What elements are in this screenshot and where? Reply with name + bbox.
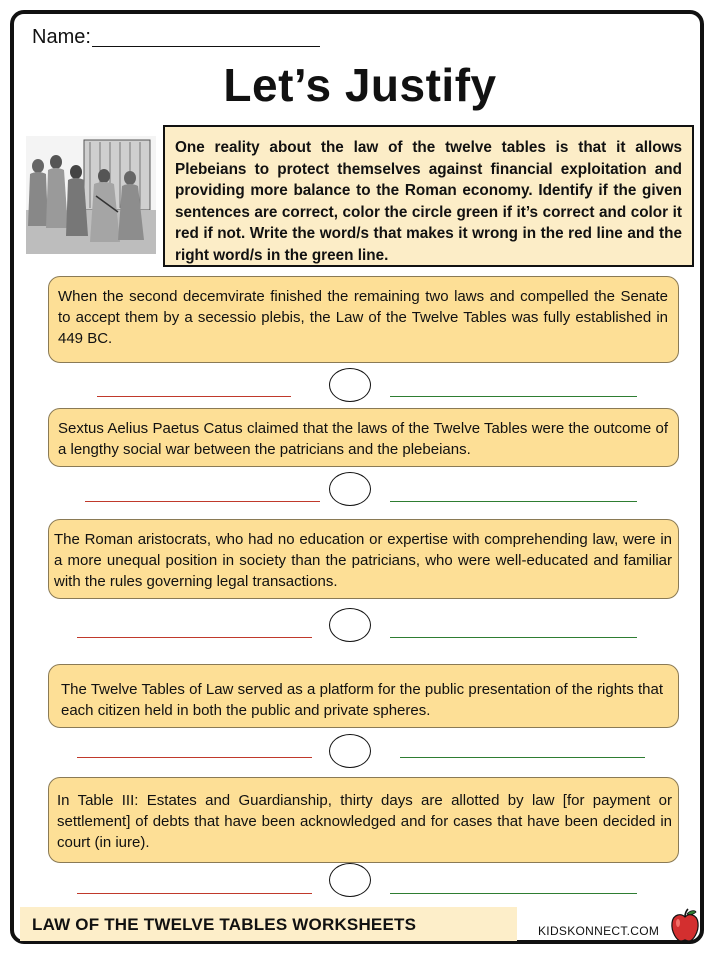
statement-card-4: The Twelve Tables of Law served as a platform for the public presentation of the rights that each citizen held in both the public and private spheres. bbox=[48, 664, 679, 728]
red-answer-line-4[interactable] bbox=[77, 757, 312, 758]
green-answer-line-1[interactable] bbox=[390, 396, 637, 397]
name-label: Name: bbox=[32, 26, 91, 48]
green-answer-line-4[interactable] bbox=[400, 757, 645, 758]
green-answer-line-2[interactable] bbox=[390, 501, 637, 502]
green-answer-line-5[interactable] bbox=[390, 893, 637, 894]
answer-circle-5[interactable] bbox=[329, 863, 371, 897]
instructions-box: One reality about the law of the twelve tables is that it allows Plebeians to protect themselves against financial exploitation and providing more balance to the Roman economy. Identify if the given sentences are correct, color the circle green if it’s correct and color it red if not. Write the word/s that makes it wrong in the red line and the right word/s in the green line. bbox=[163, 125, 694, 267]
answer-circle-1[interactable] bbox=[329, 368, 371, 402]
footer-title: LAW OF THE TWELVE TABLES WORKSHEETS bbox=[32, 915, 417, 934]
statement-card-3: The Roman aristocrats, who had no education or expertise with comprehending law, were in a more unequal position in society than the patricians, who were well-educated and familiar with the rules governing legal transactions. bbox=[48, 519, 679, 599]
red-answer-line-5[interactable] bbox=[77, 893, 312, 894]
red-answer-line-3[interactable] bbox=[77, 637, 312, 638]
page-title: Let’s Justify bbox=[223, 59, 497, 111]
statement-card-5: In Table III: Estates and Guardianship, thirty days are allotted by law [for payment or settlement] of debts that have been acknowledged and for cases that have been decided in court (in iure). bbox=[48, 777, 679, 863]
red-answer-line-1[interactable] bbox=[97, 396, 291, 397]
green-answer-line-3[interactable] bbox=[390, 637, 637, 638]
answer-circle-3[interactable] bbox=[329, 608, 371, 642]
answer-circle-4[interactable] bbox=[329, 734, 371, 768]
red-answer-line-2[interactable] bbox=[85, 501, 320, 502]
statement-card-2: Sextus Aelius Paetus Catus claimed that the laws of the Twelve Tables were the outcome of a lengthy social war between the patricians and the plebeians. bbox=[48, 408, 679, 467]
name-field-line[interactable] bbox=[92, 46, 320, 47]
statement-card-1: When the second decemvirate finished the remaining two laws and compelled the Senate to accept them by a secessio plebis, the Law of the Twelve Tables was fully established in 449 BC. bbox=[48, 276, 679, 363]
roman-senate-illustration bbox=[26, 136, 156, 254]
apple-logo-icon bbox=[668, 908, 702, 944]
footer-brand: KIDSKONNECT.COM bbox=[538, 924, 660, 938]
answer-circle-2[interactable] bbox=[329, 472, 371, 506]
